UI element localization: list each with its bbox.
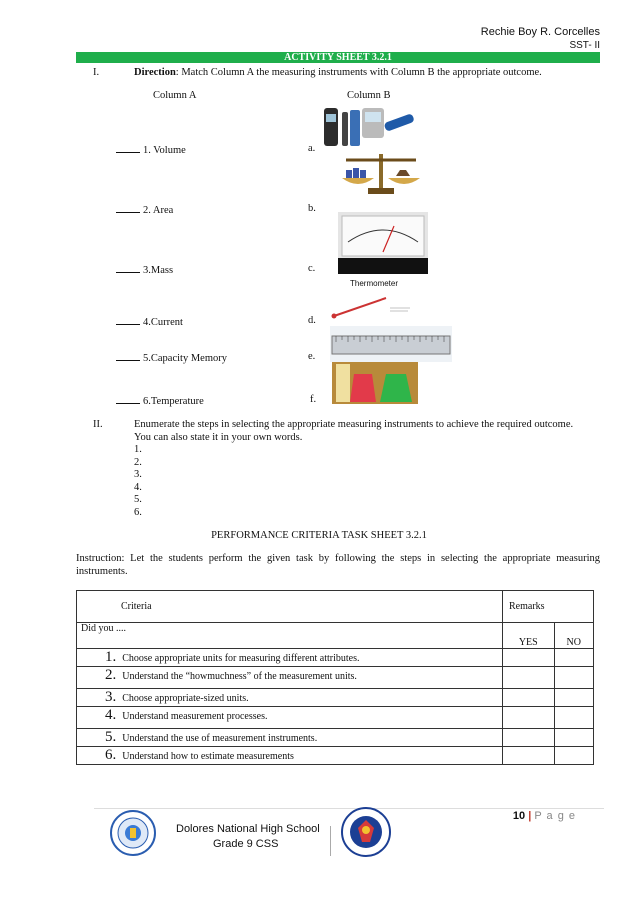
school-seal-icon [110,810,156,856]
did-you-label: Did you .... [77,623,503,649]
direction-label: Direction [134,67,176,78]
no-cell-1[interactable] [554,649,593,667]
step-1: 1. [134,444,142,455]
deped-seal-icon [340,806,392,858]
no-heading: NO [554,623,593,649]
balance-scale-image [340,150,422,196]
item-2-label: 2. Area [143,205,174,216]
yes-cell-2[interactable] [503,667,555,689]
answer-blank-5[interactable] [116,351,140,361]
item-4 [116,315,183,330]
answer-blank-1[interactable] [116,143,140,153]
letter-f: f. [310,394,317,405]
activity-banner: ACTIVITY SHEET 3.2.1 [76,52,600,63]
item-3 [116,263,173,278]
footer-school: Dolores National High School [176,823,320,835]
table-row: 4. Understand measurement processes. [77,707,594,729]
column-b-heading: Column B [347,90,391,101]
page-number: 10 | P a g e [512,810,576,822]
step-6: 6. [134,506,142,518]
beakers-image [332,362,418,404]
item-2 [116,203,173,218]
table-row: 2. Understand the “howmuchness” of the measurement units. [77,667,594,689]
step-5: 5. [134,494,142,505]
item-1-label: 1. Volume [143,145,186,156]
direction-text: : Match Column A the measuring instruments with Column B the appropriate outcome. [175,67,542,78]
item-6 [116,394,204,409]
yes-cell-1[interactable] [503,649,555,667]
no-cell-3[interactable] [554,689,593,707]
no-cell-4[interactable] [554,707,593,729]
letter-d: d. [308,315,316,326]
part1-direction [134,67,542,80]
answer-blank-2[interactable] [116,203,140,213]
criteria-heading: Criteria [77,591,503,623]
answer-blank-4[interactable] [116,315,140,325]
header-author: Rechie Boy R. Corcelles [480,26,600,38]
step-2: 2. [134,456,142,468]
yes-cell-6[interactable] [503,747,555,765]
step-4: 4. [134,481,142,493]
item-3-label: 3.Mass [143,265,174,276]
letter-b: b. [308,203,316,214]
yes-cell-4[interactable] [503,707,555,729]
part2-roman: II. [93,419,103,430]
letter-c: c. [308,263,316,274]
no-cell-6[interactable] [554,747,593,765]
table-row: 5. Understand the use of measurement instruments. [77,729,594,747]
ruler-image [330,326,452,362]
item-5 [116,351,227,366]
letter-e: e. [308,351,316,362]
part2-instructions [134,419,604,519]
thermometer-image [330,290,412,322]
instruction-text: Instruction: Let the students perform the given task by following the steps in selecting the appropriate measuring instruments. [76,553,600,577]
item-1 [116,143,186,158]
no-cell-2[interactable] [554,667,593,689]
column-a-heading: Column A [153,90,197,101]
remarks-heading: Remarks [503,591,594,623]
answer-blank-6[interactable] [116,394,140,404]
criteria-table [76,590,594,765]
part2-line1: Enumerate the steps in selecting the appropriate measuring instruments to achieve the required outcome. [134,419,574,430]
footer-grade: Grade 9 CSS [213,838,279,850]
criteria-title: PERFORMANCE CRITERIA TASK SHEET 3.2.1 [211,530,427,541]
no-cell-5[interactable] [554,729,593,747]
answer-blank-3[interactable] [116,263,140,273]
step-3: 3. [134,469,142,480]
ammeter-image [338,212,428,274]
letter-a: a. [308,143,316,154]
item-6-label: 6.Temperature [143,396,204,407]
table-row: 1. Choose appropriate units for measuring different attributes. [77,649,594,667]
footer-separator [330,826,331,856]
table-row: 3. Choose appropriate-sized units. [77,689,594,707]
part2-line2: You can also state it in your own words. [134,431,303,443]
digital-meters-image [322,104,414,148]
item-5-label: 5.Capacity Memory [143,353,227,364]
header-code: SST- II [569,40,600,51]
part1-roman: I. [93,67,100,78]
thermometer-label: Thermometer [350,279,399,288]
table-row: 6. Understand how to estimate measurements [77,747,594,765]
yes-cell-3[interactable] [503,689,555,707]
yes-heading: YES [503,623,555,649]
item-4-label: 4.Current [143,317,183,328]
yes-cell-5[interactable] [503,729,555,747]
